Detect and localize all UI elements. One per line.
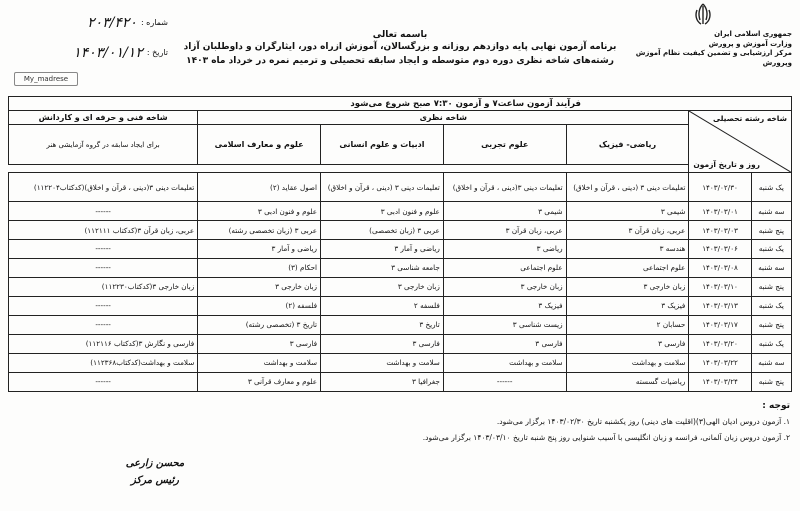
row-day: سه شنبه [751,202,791,221]
branch-technical-header: شاخه فنی و حرفه ای و کاردانش [9,111,198,125]
branch-theory-header: شاخه نظری [198,111,689,125]
table-row [9,221,792,240]
column-header-humanities: ادبیات و علوم انسانی [321,125,444,165]
row-cell: علوم و فنون ادبی ۳ [198,202,321,221]
table-row [9,172,792,201]
row-cell: ------ [9,240,198,259]
row-cell: فارسی ۳ [321,334,444,353]
row-cell: فیزیک ۳ [443,296,566,315]
row-cell: سلامت و بهداشت [443,353,566,372]
row-cell: زیست شناسی ۳ [443,315,566,334]
row-cell: تعلیمات دینی ۳(دینی ، قرآن و اخلاق) [443,172,566,201]
row-cell: زبان خارجی ۳ [566,277,689,296]
row-cell: علوم و فنون ادبی ۳ [321,202,444,221]
row-cell: فارسی ۳ [198,334,321,353]
row-cell: احکام (۳) [198,258,321,277]
row-cell: فارسی ۳ [566,334,689,353]
row-cell: ------ [9,315,198,334]
row-cell: عربی، زبان قرآن ۳(کدکتاب ۱۱۲۱۱۱) [9,221,198,240]
row-cell: ریاضی و آمار ۳ [321,240,444,259]
row-cell: شیمی ۳ [443,202,566,221]
row-day: سه شنبه [751,258,791,277]
table-row [9,240,792,259]
letter-number-row [8,8,168,38]
row-cell: فلسفه (۲) [198,296,321,315]
title-line-1: برنامه آزمون نهایی پایه دوازدهم روزانه و بزرگسالان، آموزش ازراه دور، ایثارگران و داوطلبان آزاد [183,42,617,52]
row-day: پنج شنبه [751,221,791,240]
org-line-2: وزارت آموزش و پرورش [708,39,792,48]
row-day: یک شنبه [751,334,791,353]
row-cell: ریاضیات گسسته [566,372,689,391]
row-cell: علوم اجتماعی [566,258,689,277]
row-day: یک شنبه [751,240,791,259]
column-header-science: علوم تجربی [443,125,566,165]
row-date: ۱۴۰۳/۰۳/۱۳ [689,296,751,315]
row-cell: ------ [9,202,198,221]
letter-meta [8,8,168,68]
process-line: فرآیند آزمون ساعت۷ و آزمون ۷:۳۰ صبح شروع می‌شود [9,97,792,111]
row-cell: فارسی ۳ [443,334,566,353]
row-day: یک شنبه [751,296,791,315]
row-cell: فلسفه ۲ [321,296,444,315]
row-day: پنج شنبه [751,315,791,334]
row-cell: ریاضی و آمار ۳ [198,240,321,259]
row-cell: جامعه شناسی ۳ [321,258,444,277]
table-row [9,296,792,315]
row-cell: زبان خارجی ۳ [443,277,566,296]
row-date: ۱۴۰۳/۰۳/۲۲ [689,353,751,372]
letter-date-value: ۱۴۰۳/۰۱/۱۲ [73,45,143,61]
row-cell: زبان خارجی ۳ [198,277,321,296]
row-cell: جغرافیا ۳ [321,372,444,391]
row-day: پنج شنبه [751,277,791,296]
table-row [9,315,792,334]
corner-bottom-label: روز و تاریخ آزمون [693,159,760,169]
row-cell: تعلیمات دینی ۳ (دینی ، قرآن و اخلاق) [566,172,689,201]
row-cell: ------ [9,296,198,315]
letter-number-value: ۲۰۳/۴۲۰ [87,15,137,31]
row-date: ۱۴۰۳/۰۳/۰۸ [689,258,751,277]
row-date: ۱۴۰۳/۰۳/۲۴ [689,372,751,391]
row-cell: ------ [9,258,198,277]
table-row [9,202,792,221]
row-day: سه شنبه [751,353,791,372]
row-cell: سلامت و بهداشت(کدکتاب۱۱۲۳۶۸) [9,353,198,372]
row-cell: هندسه ۳ [566,240,689,259]
signature-block [100,458,210,486]
row-cell: علوم اجتماعی [443,258,566,277]
row-cell: عربی، زبان قرآن ۳ [443,221,566,240]
row-cell: شیمی ۳ [566,202,689,221]
row-cell: سلامت و بهداشت [198,353,321,372]
org-line-3: مرکز ارزشیابی و تضمین کیفیت نظام آموزش وپرورش [635,49,792,67]
row-date: ۱۴۰۳/۰۲/۳۰ [689,172,751,201]
row-cell: اصول عقاید (۲) [198,172,321,201]
row-cell: سلامت و بهداشت [566,353,689,372]
column-header-islamic: علوم و معارف اسلامی [198,125,321,165]
org-line-1: جمهوری اسلامی ایران [714,30,792,38]
letter-number-label: شماره : [140,18,168,27]
row-date: ۱۴۰۳/۰۳/۰۳ [689,221,751,240]
salutation: باسمه تعالی [372,30,428,40]
title-line-2: رشته‌های شاخه نظری دوره دوم متوسطه و ایجاد سابقه تحصیلی و ترمیم نمره در خرداد ماه ۱۴۰۳ [186,56,614,66]
note-item-2: ۲. آزمون دروس زبان آلمانی، فرانسه و زبان انگلیسی با آسیب شنوایی روز پنج شنبه تاریخ ۱۴۰۳/۰۳/۱۰ برگزار می‌شود. [422,433,790,442]
table-row [9,258,792,277]
row-cell: عربی، زبان قرآن ۳ [566,221,689,240]
table-row [9,277,792,296]
corner-header-cell [689,111,792,173]
row-cell: زبان خارجی ۳ [321,277,444,296]
notes-block [10,398,790,446]
signature-name: محسن زارعی [125,458,185,469]
row-day: یک شنبه [751,172,791,201]
row-cell: تاریخ ۳ [321,315,444,334]
column-header-art: برای ایجاد سابقه در گروه آزمایشی هنر [9,125,198,165]
row-date: ۱۴۰۳/۰۳/۱۷ [689,315,751,334]
row-cell: تعلیمات دینی ۳(دینی ، قرآن و اخلاق)(کدکتاب۱۱۲۲۰۴) [9,172,198,201]
row-date: ۱۴۰۳/۰۳/۰۱ [689,202,751,221]
row-cell: ------ [443,372,566,391]
table-row [9,372,792,391]
row-date: ۱۴۰۳/۰۳/۲۰ [689,334,751,353]
row-cell: عربی ۳ (زبان تخصصی) [321,221,444,240]
row-cell: عربی ۳ (زبان تخصصی رشته) [198,221,321,240]
column-header-math: ریاضی- فیزیک [566,125,689,165]
row-day: پنج شنبه [751,372,791,391]
letter-date-row [8,38,168,68]
exam-schedule-table [8,96,792,392]
row-date: ۱۴۰۳/۰۳/۱۰ [689,277,751,296]
row-cell: ریاضی ۳ [443,240,566,259]
watermark-label: My_madrese [14,72,78,86]
note-item-1: ۱. آزمون دروس ادیان الهی(۳)(اقلیت های دینی) روز یکشنبه تاریخ ۱۴۰۳/۰۲/۳۰ برگزار می‌شود. [496,417,790,426]
notes-title: توجه : [762,401,790,411]
row-cell: علوم و معارف قرآنی ۳ [198,372,321,391]
letter-date-label: تاریخ : [146,48,168,57]
table-row [9,334,792,353]
row-cell: ------ [9,372,198,391]
row-cell: فیزیک ۳ [566,296,689,315]
corner-top-label: شاخه رشته تحصیلی [713,114,787,123]
signature-role: رئیس مرکز [130,475,179,486]
row-cell: تاریخ ۳ (تخصصی رشته) [198,315,321,334]
row-cell: فارسی و نگارش ۳(کدکتاب ۱۱۲۱۱۶) [9,334,198,353]
row-cell: زبان خارجی ۳(کدکتاب۱۱۲۲۳۰) [9,277,198,296]
row-date: ۱۴۰۳/۰۳/۰۶ [689,240,751,259]
table-row [9,353,792,372]
row-cell: سلامت و بهداشت [321,353,444,372]
iran-emblem-icon [692,2,714,28]
row-cell: حسابان ۲ [566,315,689,334]
row-cell: تعلیمات دینی ۳ (دینی ، قرآن و اخلاق) [321,172,444,201]
